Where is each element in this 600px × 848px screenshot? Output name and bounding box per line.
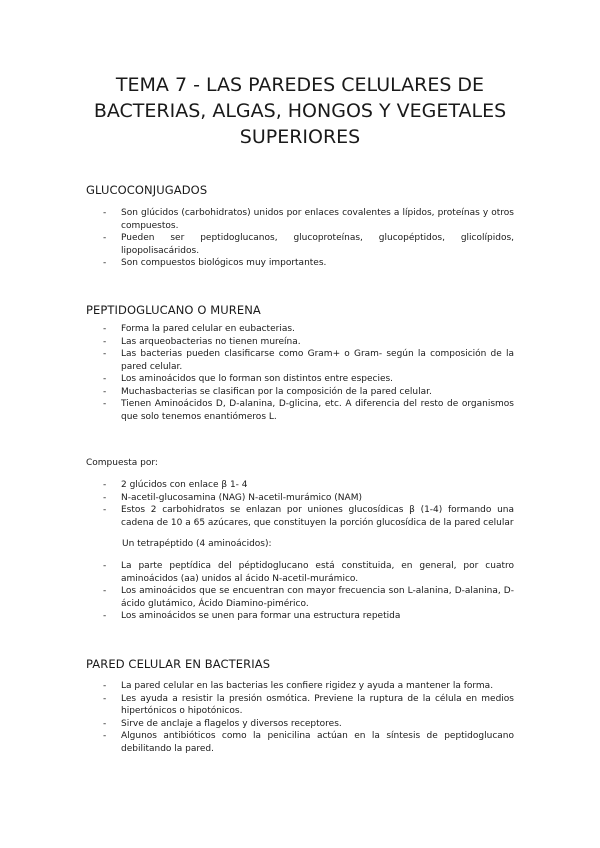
list-item: - N-acetil-glucosamina (NAG) N-acetil-murámico (NAM) [103, 492, 514, 505]
title-line-3: SUPERIORES [239, 126, 361, 148]
section-heading-pared-celular: PARED CELULAR EN BACTERIAS [86, 657, 271, 671]
list-item: - Sirve de anclaje a flagelos y diversos receptores. [103, 718, 514, 731]
list-item: - La parte peptídica del péptidoglucano está constituida, en general, por cuatro aminoácidos (aa) unidos al ácido N-acetil-murámico. [103, 560, 514, 585]
list-item: - Son compuestos biológicos muy importantes. [103, 257, 514, 270]
list-item: - Muchasbacterias se clasifican por la composición de la pared celular. [103, 386, 514, 399]
peptidoglucano-list [103, 323, 514, 423]
list-item: - Pueden ser peptidoglucanos, glucoproteínas, glucopéptidos, glicolípidos, lipopolisacáridos. [103, 232, 514, 257]
glucoconjugados-list [103, 207, 514, 270]
section-heading-glucoconjugados: GLUCOCONJUGADOS [86, 183, 208, 197]
list-item: - Les ayuda a resistir la presión osmótica. Previene la ruptura de la célula en medios hipertónicos o hipotónicos. [103, 693, 514, 718]
tetrapeptido-list [103, 560, 514, 623]
list-item: - Los aminoácidos que se encuentran con mayor frecuencia son L-alanina, D-alanina, D-ácido glutámico, Ácido Diamino-pimérico. [103, 585, 514, 610]
compuesta-intro: Compuesta por: [86, 458, 158, 468]
pared-celular-list [103, 680, 514, 755]
list-item: - 2 glúcidos con enlace β 1- 4 [103, 479, 514, 492]
title-line-1: TEMA 7 - LAS PAREDES CELULARES DE [115, 74, 485, 96]
section-heading-peptidoglucano: PEPTIDOGLUCANO O MURENA [86, 303, 261, 317]
list-item: - Algunos antibióticos como la penicilina actúan en la síntesis de peptidoglucano debilitando la pared. [103, 730, 514, 755]
list-item: - Son glúcidos (carbohidratos) unidos por enlaces covalentes a lípidos, proteínas y otros compuestos. [103, 207, 514, 232]
list-item: - Forma la pared celular en eubacterias. [103, 323, 514, 336]
tetrapeptido-subheading: Un tetrapéptido (4 aminoácidos): [122, 539, 272, 549]
list-item: - La pared celular en las bacterias les confiere rigidez y ayuda a mantener la forma. [103, 680, 514, 693]
list-item: - Estos 2 carbohidratos se enlazan por uniones glucosídicas β (1-4) formando una cadena de 10 a 65 azúcares, que constituyen la porción glucosídica de la pared celular [103, 504, 514, 529]
title-line-2: BACTERIAS, ALGAS, HONGOS Y VEGETALES [93, 100, 507, 122]
list-item: - Los aminoácidos se unen para formar una estructura repetida [103, 610, 514, 623]
list-item: - Los aminoácidos que lo forman son distintos entre especies. [103, 373, 514, 386]
list-item: - Las bacterias pueden clasificarse como Gram+ o Gram- según la composición de la pared celular. [103, 348, 514, 373]
list-item: - Las arqueobacterias no tienen mureína. [103, 336, 514, 349]
page-title [60, 72, 540, 150]
compuesta-list [103, 479, 514, 529]
list-item: - Tienen Aminoácidos D, D-alanina, D-glicina, etc. A diferencia del resto de organismos que solo tenemos enantiómeros L. [103, 398, 514, 423]
